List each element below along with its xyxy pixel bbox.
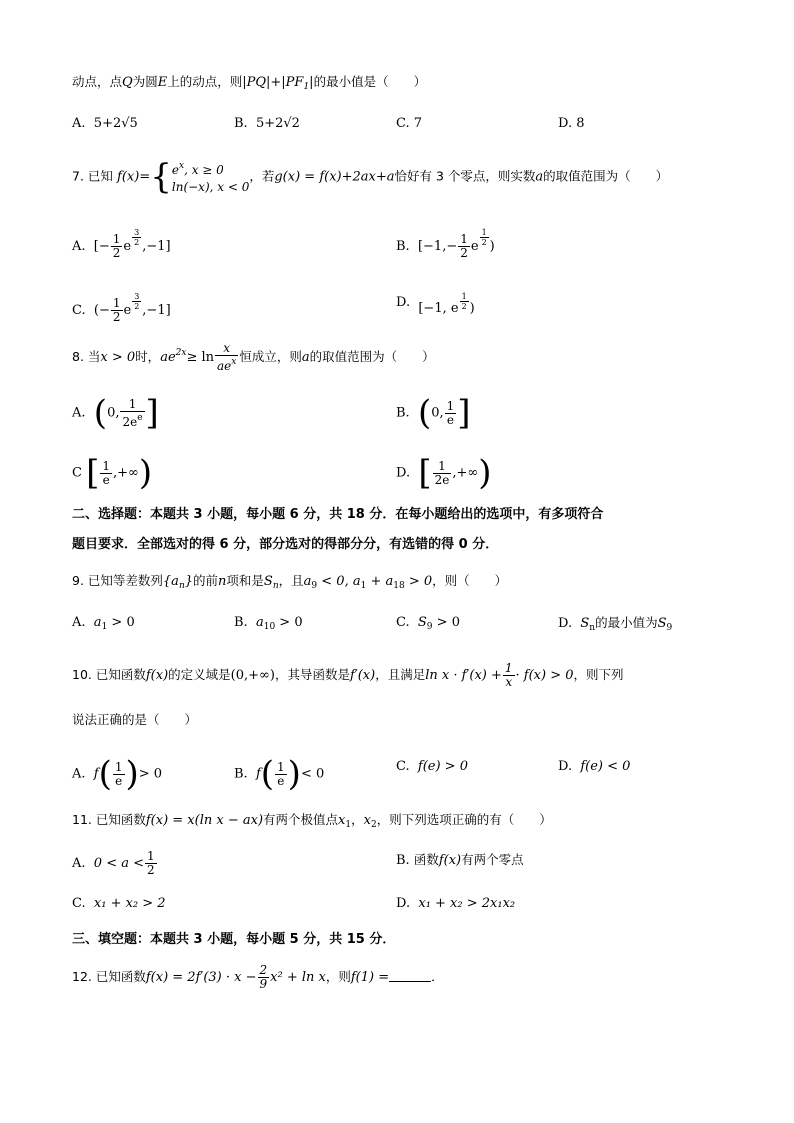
q11-option-c[interactable]: C. x₁ + x₂ > 2 xyxy=(72,896,166,911)
q8-option-c[interactable]: C [ $\frac{1}{e}$ ,+∞) xyxy=(72,453,153,493)
q6-option-a[interactable]: A. 5+2√5 xyxy=(72,116,138,131)
q8-option-a[interactable]: A. (0, $\frac{1}{2e^e}$ ] xyxy=(72,393,159,433)
q6-option-a-text: 5+2√5 xyxy=(93,116,138,131)
q6-option-b[interactable]: B. 5+2√2 xyxy=(234,116,300,131)
q6-tail-stem: 动点，点Q为圆E上的动点，则$|PQ|+|PF_1|$的最小值是（ ） xyxy=(72,74,427,92)
section2-heading-line2: 题目要求．全部选对的得 6 分，部分选对的得部分分，有选错的得 0 分． xyxy=(72,537,499,552)
q6-option-c-text: C. 7 xyxy=(396,116,423,131)
q8-option-b[interactable]: B. (0, $\frac{1}{e}$ ] xyxy=(396,393,471,433)
q9-option-c[interactable]: C. $S_9 > 0$ xyxy=(396,615,460,632)
q11-option-d[interactable]: D. x₁ + x₂ > 2x₁x₂ xyxy=(396,896,516,911)
q9-stem: 9. 已知等差数列$\{a_n\}$的前n项和是$S_n$，且$a_9 < 0$, $a_1 + a_{18} > 0$，则（ ） xyxy=(72,573,508,591)
q12-stem: 12. 已知函数f(x) = 2f′(3) · x − $\frac{2}{9}$ x² + ln x，则f(1) = ． xyxy=(72,963,444,991)
answer-blank[interactable] xyxy=(389,969,431,982)
q8-stem: 8. 当x > 0时，$ae^{2x}\ge \ln$ $\frac{x}{ae^x}$ 恒成立，则a的取值范围为（ ） xyxy=(72,341,435,373)
piecewise-cases: $e^x$, x ≥ 0 ln(−x), x < 0 xyxy=(171,161,250,194)
q8-option-d[interactable]: D. [ $\frac{1}{2e}$ ,+∞) xyxy=(396,453,492,493)
q7-option-d[interactable]: D. [−1, e $^{\frac{1}{2}}$ ) xyxy=(396,292,475,316)
q10-option-d[interactable]: D. f(e) < 0 xyxy=(558,759,631,774)
q11-stem: 11. 已知函数f(x) = x(ln x − ax)有两个极值点$x_1$，$x_2$，则下列选项正确的有（ ） xyxy=(72,812,552,830)
q9-option-a[interactable]: A. $a_1 > 0$ xyxy=(72,615,135,632)
q10-stem: 10. 已知函数f(x)的定义域是(0,+∞)，其导函数是f′(x)，且满足ln x · f′(x) + $\frac{1}{x}$ · f(x) > 0，则下列 xyxy=(72,661,624,689)
q6-option-b-text: 5+2√2 xyxy=(255,116,300,131)
q7-option-b[interactable]: B. [−1,− $\frac{1}{2}$ e $^{\frac{1}{2}}$ ) xyxy=(396,228,495,260)
q10-option-c[interactable]: C. f(e) > 0 xyxy=(396,759,468,774)
q9-option-d[interactable]: D. $S_n$的最小值为$S_9$ xyxy=(558,615,673,633)
q10-option-a[interactable]: A. f( $\frac{1}{e}$ )> 0 xyxy=(72,754,163,794)
piecewise-brace: { xyxy=(150,157,172,197)
section3-heading: 三、填空题：本题共 3 小题，每小题 5 分，共 15 分． xyxy=(72,932,396,947)
q6-option-d[interactable] xyxy=(558,114,585,134)
q11-option-b[interactable]: B. 函数f(x)有两个零点 xyxy=(396,852,524,868)
q6-option-c[interactable] xyxy=(396,114,422,134)
q10-option-b[interactable]: B. f( $\frac{1}{e}$ )< 0 xyxy=(234,754,325,794)
q9-option-b[interactable]: B. $a_{10} > 0$ xyxy=(234,615,303,632)
q6-option-d-text: D. 8 xyxy=(558,116,585,131)
q8-fraction: $\frac{x}{ae^x}$ xyxy=(217,341,237,373)
q7-option-a[interactable]: A. [− $\frac{1}{2}$ e $^{\frac{3}{2}}$ ,−1] xyxy=(72,228,171,260)
q7-stem: 7. 已知 f(x)={ $e^x$, x ≥ 0 ln(−x), x < 0 ，若g(x) = f(x)+2ax+a恰好有 3 个零点，则实数a的取值范围为（ ） xyxy=(72,157,669,197)
q10-stem-line2: 说法正确的是（ ） xyxy=(72,712,198,727)
section2-heading-line1: 二、选择题：本题共 3 小题，每小题 6 分，共 18 分．在每小题给出的选项中，有多项符合 xyxy=(72,507,604,522)
q11-option-a[interactable]: A. 0 < a < $\frac{1}{2}$ xyxy=(72,849,155,877)
q7-option-c[interactable]: C. (− $\frac{1}{2}$ e $^{\frac{3}{2}}$ ,−1] xyxy=(72,292,171,324)
